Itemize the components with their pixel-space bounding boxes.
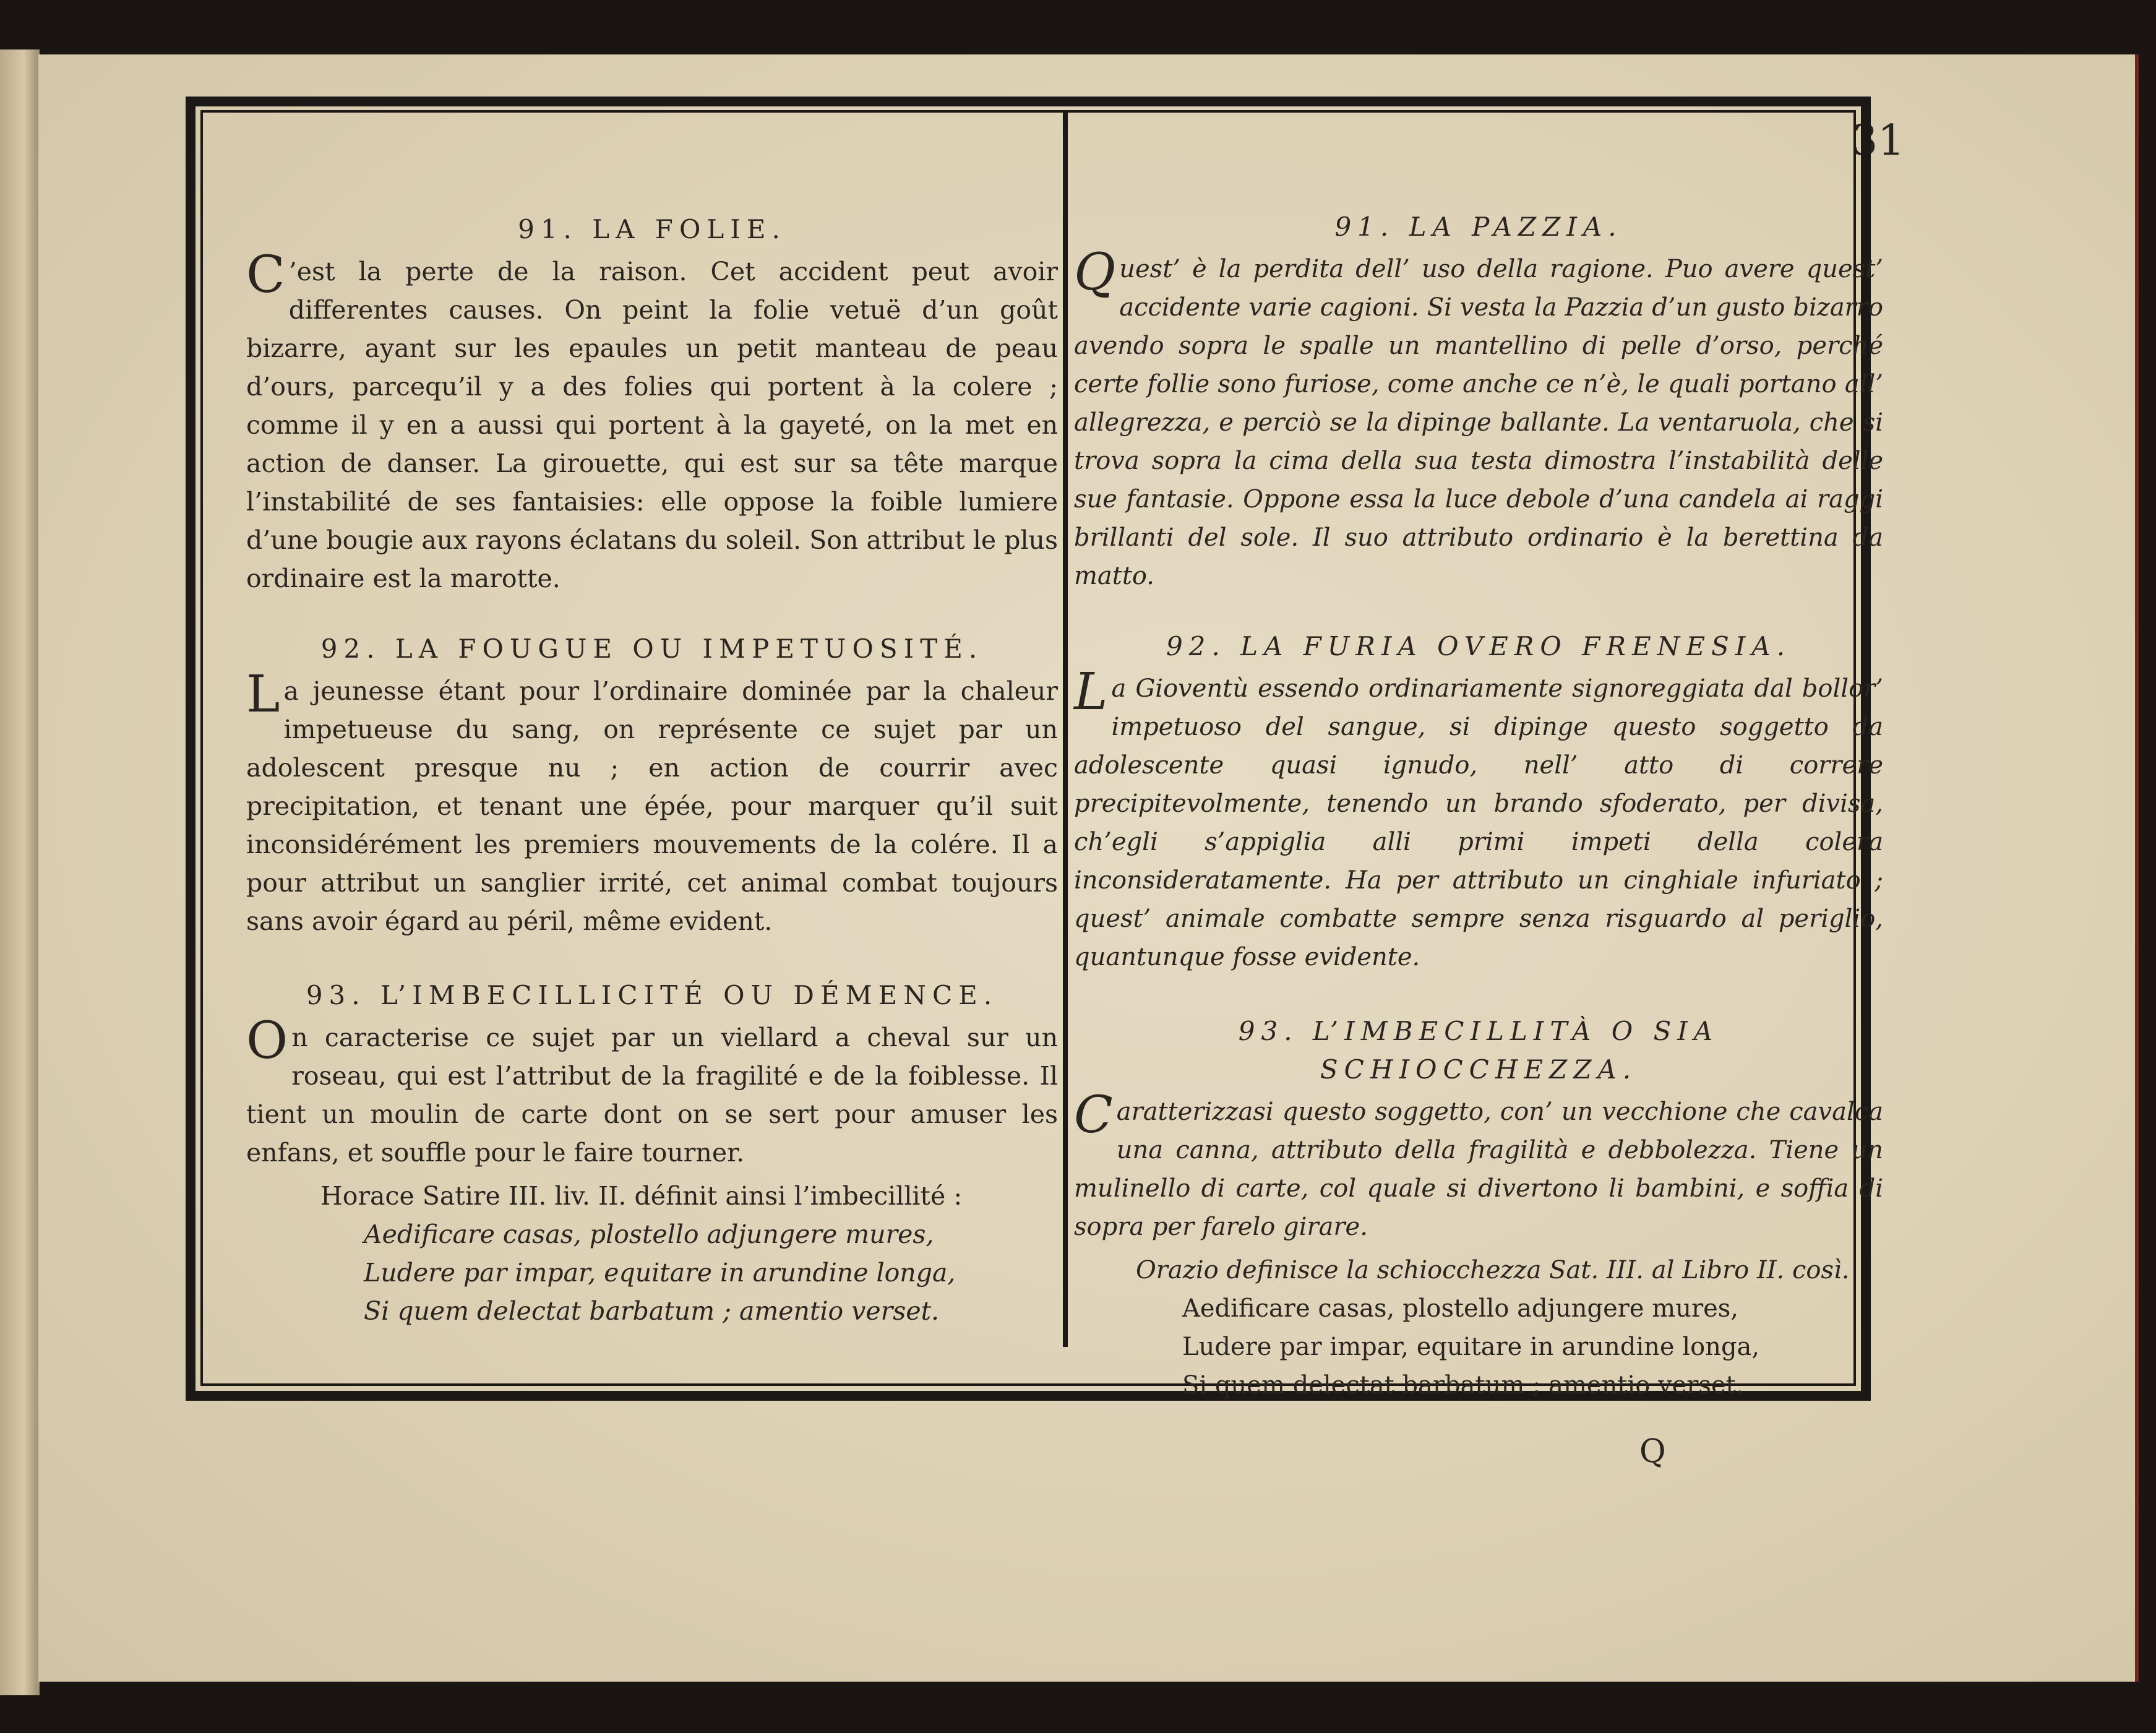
- quote-line: Ludere par impar, equitare in arundine longa,: [364, 1258, 956, 1288]
- section-heading: 92. LA FURIA OVERO FRENESIA.: [1166, 631, 1792, 661]
- section-heading: 92. LA FOUGUE OU IMPETUOSITÉ.: [320, 634, 984, 664]
- quote-line: Aedificare casas, plostello adjungere mures,: [364, 1219, 934, 1249]
- drop-cap: L: [246, 665, 280, 724]
- signature-mark: Q: [1639, 1433, 1666, 1470]
- quote-line: Aedificare casas, plostello adjungere mures,: [1182, 1294, 1739, 1323]
- column-divider: [1063, 113, 1068, 1347]
- section-body: [246, 1012, 1058, 1172]
- quote-intro: Orazio definisce la schiocchezza Sat. III. al Libro II. così.: [1136, 1256, 1850, 1284]
- section-body: [1074, 1086, 1883, 1246]
- page-number: 31: [1851, 116, 1905, 165]
- quote-intro: Horace Satire III. liv. II. définit ainsi l’imbecillité :: [320, 1181, 963, 1211]
- quote-line: Si quem delectat barbatum ; amentio verset.: [364, 1296, 940, 1326]
- drop-cap: O: [246, 1012, 288, 1070]
- section-body-text: n caracterise ce sujet par un viellard a cheval sur un roseau, qui est l’attribut de la fragilité e de la foiblesse. Il tient un moulin de carte dont on se sert pour amuser les enfans, et souffle pour le faire tourner.: [246, 1023, 1058, 1168]
- book-spine: [0, 49, 40, 1695]
- section-body: [1074, 663, 1883, 976]
- french-section-91: [246, 210, 1058, 598]
- section-body: [1074, 243, 1883, 595]
- quote-line: Ludere par impar, equitare in arundine longa,: [1182, 1333, 1760, 1361]
- italian-section-93: [1074, 1012, 1883, 1404]
- section-heading: 91. LA FOLIE.: [518, 214, 786, 244]
- section-body: [246, 246, 1058, 598]
- section-body: [246, 665, 1058, 940]
- drop-cap: C: [1074, 1086, 1113, 1145]
- french-section-93: [246, 976, 1058, 1330]
- latin-quote: [1074, 1251, 1883, 1404]
- quote-line: Si quem delectat barbatum ; amentio verset.: [1182, 1371, 1744, 1400]
- section-heading: 91. LA PAZZIA.: [1334, 212, 1623, 242]
- section-body-text: a jeunesse étant pour l’ordinaire dominée par la chaleur impetueuse du sang, on représente ce sujet par un adolescent presque nu ; en action de courrir avec precipitation, et tenant une épée, pour marquer qu’il suit inconsidérément les premiers mouvements de la colére. Il a pour attribut un sanglier irrité, cet animal combat toujours sans avoir égard au péril, même evident.: [246, 676, 1058, 936]
- latin-quote: [246, 1177, 1058, 1330]
- italian-column: [1074, 208, 1883, 1404]
- section-body-text: ’est la perte de la raison. Cet accident peut avoir differentes causes. On peint la folie vetuë d’un goût bizarre, ayant sur les epaules un petit manteau de peau d’ours, parcequ’il y a des folies qui portent à la colere ; comme il y en a aussi qui portent à la gayeté, on la met en action de danser. La girouette, qui est sur sa tête marque l’instabilité de ses fantaisies: elle oppose la foible lumiere d’une bougie aux rayons éclatans du soleil. Son attribut le plus ordinaire est la marotte.: [246, 257, 1058, 593]
- italian-section-92: [1074, 627, 1883, 976]
- section-body-text: a Gioventù essendo ordinariamente signoreggiata dal bollor’ impetuoso del sangue, si dipinge questo soggetto da adolescente quasi ignudo, nell’ atto di correre precipitevolmente, tenendo un brando sfoderato, per divisa, ch’egli s’appiglia alli primi impeti della colera inconsideratamente. Ha per attributo un cinghiale infuriato ; quest’ animale combatte sempre senza risguardo al periglio, quantunque fosse evidente.: [1074, 674, 1883, 971]
- french-section-92: [246, 630, 1058, 940]
- italian-section-91: [1074, 208, 1883, 595]
- drop-cap: L: [1074, 663, 1108, 721]
- section-body-text: aratterizzasi questo soggetto, con’ un vecchione che cavalca una canna, attributo della fragilità e debbolezza. Tiene un mulinello di carte, col quale si divertono li bambini, e soffia di sopra per farelo girare.: [1074, 1098, 1883, 1241]
- drop-cap: Q: [1074, 243, 1116, 302]
- drop-cap: C: [246, 246, 285, 304]
- section-heading: 93. L’IMBECILLICITÉ OU DÉMENCE.: [306, 980, 999, 1010]
- section-heading: 93. L’IMBECILLITÀ O SIA SCHIOCCHEZZA.: [1238, 1016, 1719, 1085]
- french-column: [246, 210, 1058, 1330]
- section-body-text: uest’ è la perdita dell’ uso della ragione. Puo avere quest’ accidente varie cagioni. Si vesta la Pazzia d’un gusto bizarro avendo sopra le spalle un mantellino di pelle d’orso, perché certe follie sono furiose, come anche ce n’è, le quali portano all’ allegrezza, e perciò se la dipinge ballante. La ventaruola, che si trova sopra la cima della sua testa dimostra l’instabilità delle sue fantasie. Oppone essa la luce debole d’una candela ai raggi brillanti del sole. Il suo attributo ordinario è la berettina da matto.: [1074, 255, 1883, 590]
